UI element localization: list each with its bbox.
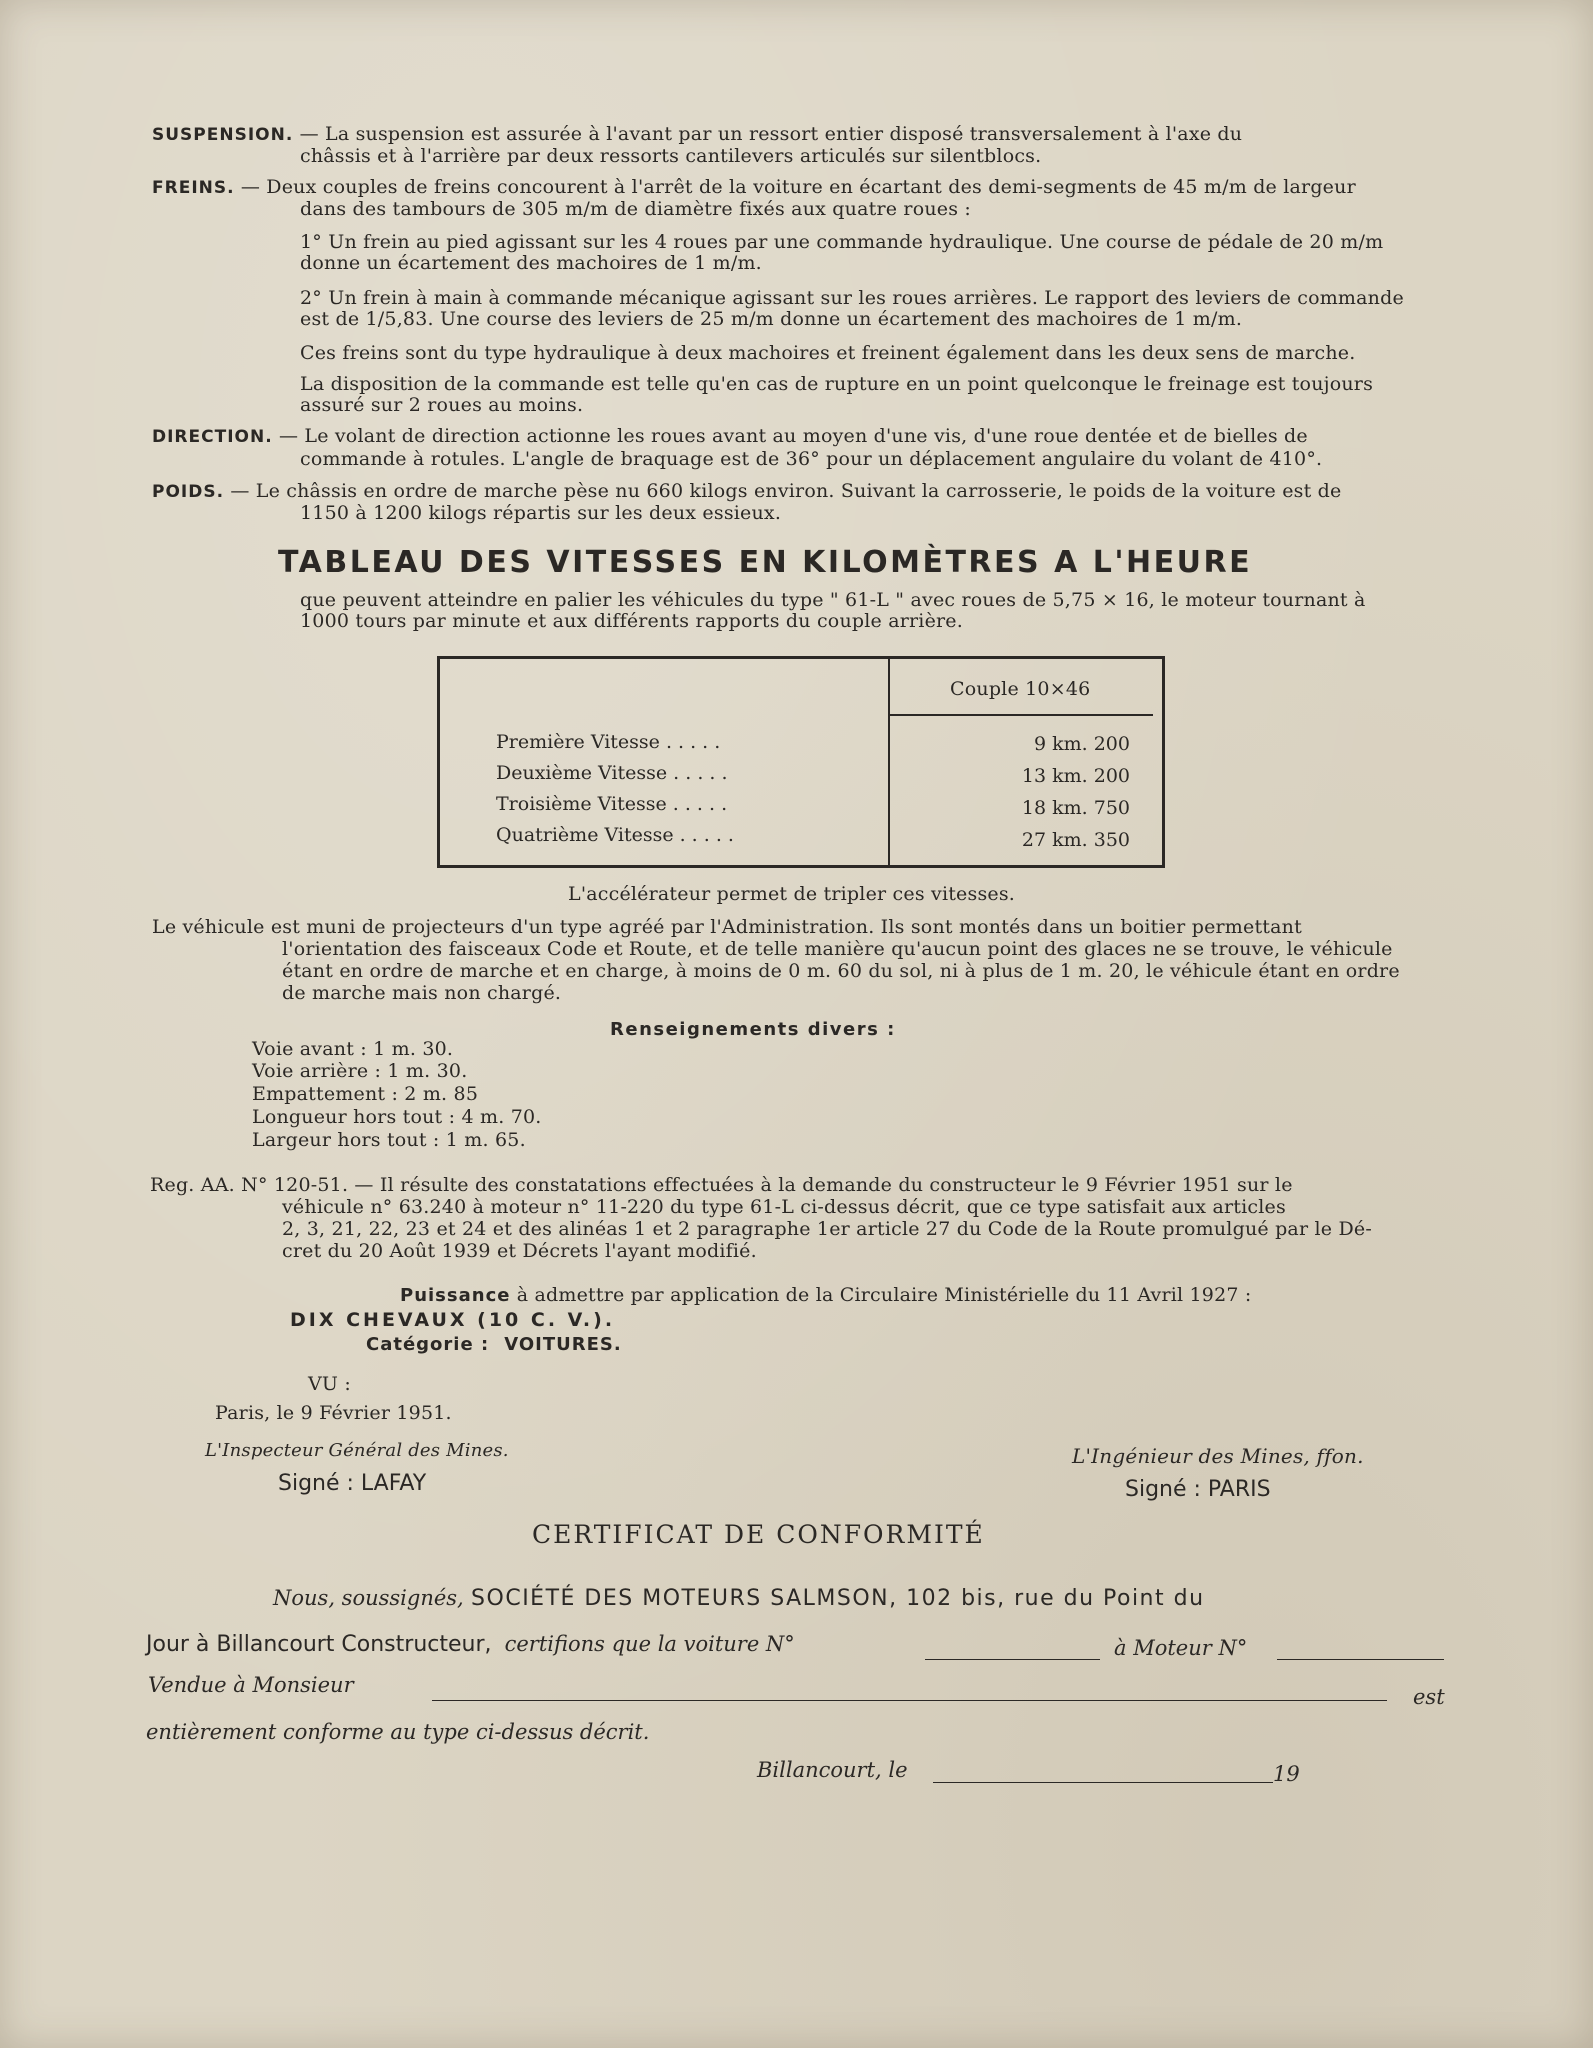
certificat-vendue-label: Vendue à Monsieur — [148, 1673, 354, 1697]
direction-text: — Le volant de direction actionne les roues avant au moyen d'une vis, d'une roue dentée et de bielles de — [278, 425, 1308, 447]
freins-point2-line2: est de 1/5,83. Une course des leviers de 25 m/m donne un écartement des machoires de 1 m/m. — [300, 308, 1243, 330]
speed-table-header-rule — [888, 714, 1153, 716]
voiture-number-field[interactable] — [925, 1659, 1100, 1660]
speed-row-label: Deuxième Vitesse . . . . . — [496, 762, 728, 784]
tableau-title: TABLEAU DES VITESSES EN KILOMÈTRES A L'HEURE — [278, 545, 1253, 580]
direction-paragraph — [152, 426, 1452, 448]
poids-text-2: 1150 à 1200 kilogs répartis sur les deux essieux. — [300, 502, 782, 524]
freins-point1-line1: 1° Un frein au pied agissant sur les 4 roues par une commande hydraulique. Une course de pédale de 20 m/m — [300, 231, 1384, 253]
suspension-paragraph — [152, 124, 1452, 146]
certificat-title: CERTIFICAT DE CONFORMITÉ — [532, 1520, 985, 1549]
certificat-year-suffix: 19 — [1273, 1762, 1300, 1786]
freins-paragraph — [152, 177, 1452, 199]
projecteurs-line4: de marche mais non chargé. — [282, 982, 562, 1004]
tableau-subtitle-line2: 1000 tours par minute et aux différents rapports du couple arrière. — [300, 610, 963, 632]
speed-row-value: 18 km. 750 — [1021, 797, 1130, 819]
categorie-line — [366, 1334, 622, 1355]
projecteurs-line1: Le véhicule est muni de projecteurs d'un type agréé par l'Administration. Ils sont montés dans un boitier permettant — [152, 916, 1302, 938]
certificat-constructeur: Jour à Billancourt Constructeur, — [146, 1632, 492, 1657]
certificat-date-field[interactable] — [933, 1782, 1273, 1783]
certificat-est: est — [1413, 1685, 1445, 1709]
freins-text-2: dans des tambours de 305 m/m de diamètre fixés aux quatre roues : — [300, 198, 972, 220]
renseignement-item: Empattement : 2 m. 85 — [252, 1083, 479, 1105]
certificat-moteur-label: à Moteur N° — [1114, 1636, 1248, 1660]
renseignement-item: Largeur hors tout : 1 m. 65. — [252, 1129, 526, 1151]
puissance-heading: Puissance — [400, 1285, 511, 1306]
speed-row-label: Troisième Vitesse . . . . . — [496, 793, 728, 815]
renseignement-item: Voie arrière : 1 m. 30. — [252, 1060, 468, 1082]
speed-row-value: 27 km. 350 — [1021, 829, 1130, 851]
certificat-billancourt-label: Billancourt, le — [757, 1758, 908, 1782]
speed-row-label: Première Vitesse . . . . . — [496, 731, 721, 753]
projecteurs-line2: l'orientation des faisceaux Code et Route, et de telle manière qu'aucun point des glaces ne se trouve, le véhicule — [282, 938, 1393, 960]
inspecteur-title: L'Inspecteur Général des Mines. — [205, 1440, 509, 1461]
poids-heading: POIDS. — [152, 482, 225, 502]
signature-date: Paris, le 9 Février 1951. — [215, 1402, 452, 1424]
suspension-heading: SUSPENSION. — [152, 125, 294, 145]
reg-line4: cret du 20 Août 1939 et Décrets l'ayant modifié. — [282, 1240, 757, 1262]
reg-line3: 2, 3, 21, 22, 23 et 24 et des alinéas 1 et 2 paragraphe 1er article 27 du Code de la Route promulgué par le Dé- — [282, 1218, 1372, 1240]
categorie-label: Catégorie : — [366, 1334, 490, 1355]
certificat-line2 — [146, 1632, 795, 1657]
renseignements-title: Renseignements divers : — [610, 1019, 896, 1040]
reg-line1: Reg. AA. N° 120-51. — Il résulte des constatations effectuées à la demande du constructeur le 9 Février 1951 sur le — [150, 1174, 1293, 1196]
certificat-societe: SOCIÉTÉ DES MOTEURS SALMSON, 102 bis, rue du Point du — [471, 1586, 1205, 1611]
speed-row-value: 9 km. 200 — [1033, 733, 1130, 755]
certificat-line1 — [273, 1585, 1205, 1611]
vu-label: VU : — [308, 1373, 351, 1395]
categorie-value: VOITURES. — [504, 1334, 622, 1355]
direction-text-2: commande à rotules. L'angle de braquage est de 36° pour un déplacement angulaire du volant de 410°. — [300, 448, 1323, 470]
freins-text: — Deux couples de freins concourent à l'arrêt de la voiture en écartant des demi-segments de 45 m/m de largeur — [240, 176, 1356, 198]
renseignement-item: Longueur hors tout : 4 m. 70. — [252, 1106, 542, 1128]
acheteur-name-field[interactable] — [432, 1700, 1387, 1701]
suspension-text: — La suspension est assurée à l'avant par un ressort entier disposé transversalement à l'axe du — [299, 123, 1243, 145]
inspecteur-signature: Signé : LAFAY — [278, 1471, 427, 1496]
projecteurs-line3: étant en ordre de marche et en charge, à moins de 0 m. 60 du sol, ni à plus de 1 m. 20, le véhicule étant en ordre — [282, 960, 1400, 982]
poids-paragraph — [152, 481, 1452, 503]
speed-table-column-header: Couple 10×46 — [950, 678, 1091, 700]
freins-point3: Ces freins sont du type hydraulique à deux machoires et freinent également dans les deux sens de marche. — [300, 342, 1356, 364]
freins-point4-line1: La disposition de la commande est telle qu'en cas de rupture en un point quelconque le freinage est toujours — [300, 373, 1374, 395]
freins-point4-line2: assuré sur 2 roues au moins. — [300, 394, 584, 416]
suspension-text-2: châssis et à l'arrière par deux ressorts cantilevers articulés sur silentblocs. — [300, 145, 1042, 167]
certificat-voiture-label: certifions que la voiture N° — [504, 1632, 795, 1656]
puissance-text: à admettre par application de la Circulaire Ministérielle du 11 Avril 1927 : — [516, 1284, 1252, 1306]
freins-heading: FREINS. — [152, 178, 235, 198]
speed-row-label: Quatrième Vitesse . . . . . — [496, 824, 734, 846]
reg-line2: véhicule n° 63.240 à moteur n° 11-220 du type 61-L ci-dessus décrit, que ce type satisfait aux articles — [282, 1196, 1286, 1218]
poids-text: — Le châssis en ordre de marche pèse nu 660 kilogs environ. Suivant la carrosserie, le poids de la voiture est de — [230, 480, 1342, 502]
direction-heading: DIRECTION. — [152, 427, 273, 447]
speed-table-divider — [888, 659, 890, 865]
ingenieur-signature: Signé : PARIS — [1125, 1477, 1271, 1502]
ingenieur-title: L'Ingénieur des Mines, ffon. — [1072, 1444, 1364, 1468]
speed-table — [437, 656, 1165, 868]
puissance-line — [400, 1285, 1252, 1306]
certificat-nous: Nous, soussignés, — [273, 1586, 464, 1610]
certificat-conforme: entièrement conforme au type ci-dessus décrit. — [146, 1720, 650, 1744]
freins-point2-line1: 2° Un frein à main à commande mécanique agissant sur les roues arrières. Le rapport des leviers de commande — [300, 287, 1404, 309]
tableau-subtitle-line1: que peuvent atteindre en palier les véhicules du type " 61-L " avec roues de 5,75 × 16, le moteur tournant à — [300, 589, 1366, 611]
moteur-number-field[interactable] — [1277, 1659, 1444, 1660]
renseignement-item: Voie avant : 1 m. 30. — [252, 1038, 454, 1060]
speed-row-value: 13 km. 200 — [1021, 765, 1130, 787]
puissance-chevaux: DIX CHEVAUX (10 C. V.). — [290, 1309, 616, 1331]
freins-point1-line2: donne un écartement des machoires de 1 m/m. — [300, 252, 762, 274]
accelerateur-note: L'accélérateur permet de tripler ces vitesses. — [568, 883, 1016, 905]
